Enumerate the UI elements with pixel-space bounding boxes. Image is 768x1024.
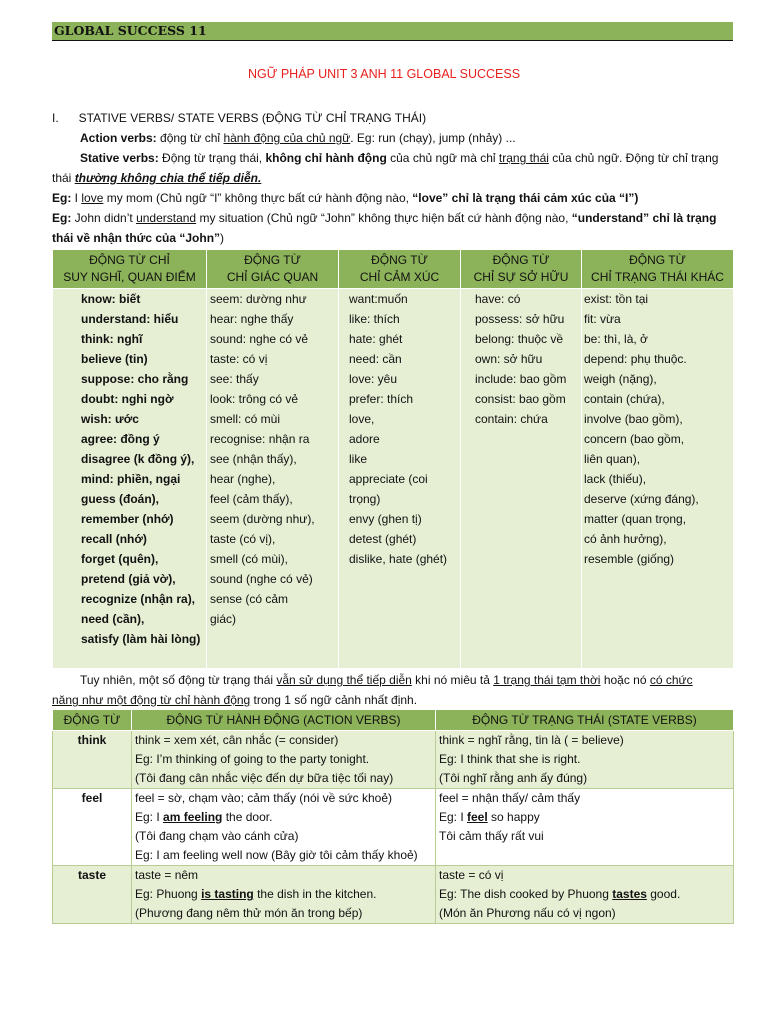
eg-bold: “love” chỉ là trạng thái cảm xúc của “I”) <box>412 191 639 205</box>
section-stative-verbs <box>52 108 733 248</box>
header-line: SUY NGHĨ, QUAN ĐIỂM <box>63 270 196 284</box>
state-cell <box>436 789 734 866</box>
cell-line: think = nghĩ rằng, tin là ( = believe) <box>439 733 624 747</box>
document-title: NGỮ PHÁP UNIT 3 ANH 11 GLOBAL SUCCESS <box>247 67 521 81</box>
comparison-table <box>52 709 734 924</box>
note-underline: 1 trạng thái tạm thời <box>493 673 601 687</box>
cell-line: Eg: I think that she is right. <box>439 752 581 766</box>
verb-entry: concern (bao gồm, <box>584 432 685 446</box>
cell-line: taste = nêm <box>135 868 199 882</box>
verb-entry: love: yêu <box>349 372 398 386</box>
verb-entry: suppose: cho rằng <box>81 372 189 386</box>
header-line: CHỈ CẢM XÚC <box>359 270 440 284</box>
eg-verb: understand <box>136 211 197 225</box>
verb-entry: own: sở hữu <box>475 352 543 366</box>
verb-entry: depend: phụ thuộc. <box>584 352 687 366</box>
cell-text: the door. <box>222 810 273 824</box>
header-line: ĐỘNG TỪ <box>371 253 428 267</box>
verb-entry: appreciate (coi <box>349 472 428 486</box>
note-text: trong 1 số ngữ cảnh nhất định. <box>250 693 418 707</box>
eg-verb: love <box>81 191 104 205</box>
header-line: CHỈ TRẠNG THÁI KHÁC <box>591 270 724 284</box>
note-text: hoặc nó <box>600 673 650 687</box>
cell-line: (Phương đang nêm thử món ăn trong bếp) <box>135 906 363 920</box>
cell-verb: is tasting <box>201 887 254 901</box>
note-paragraph <box>52 670 733 710</box>
verb-entry: see (nhận thấy), <box>210 452 297 466</box>
note-underline: vẫn sử dụng thể tiếp diễn <box>276 673 412 687</box>
header-line: CHỈ SỰ SỞ HỮU <box>473 270 569 284</box>
header-line: CHỈ GIÁC QUAN <box>226 270 319 284</box>
section-heading-text: STATIVE VERBS/ STATE VERBS (ĐỘNG TỪ CHỈ TRẠNG THÁI) <box>78 111 427 125</box>
column-other-states <box>582 289 734 669</box>
verb-entry: prefer: thích <box>349 392 414 406</box>
verb-entry: sense (có cảm <box>210 592 289 606</box>
verb-entry: recognise: nhận ra <box>210 432 310 446</box>
verb-entry: involve (bao gồm), <box>584 412 683 426</box>
verb-entry: sound: nghe có vẻ <box>210 332 309 346</box>
note-text: Tuy nhiên, một số động từ trạng thái <box>80 673 277 687</box>
verb-entry: like <box>349 452 368 466</box>
verb-entry: forget (quên), <box>81 552 159 566</box>
action-cell <box>132 789 436 866</box>
example-2-cont <box>52 228 733 248</box>
stative-text: Động từ trạng thái, <box>158 151 266 165</box>
verb-entry: guess (đoán), <box>81 492 160 506</box>
stative-note: thường không chia thể tiếp diễn. <box>74 171 262 185</box>
cell-line: Tôi cảm thấy rất vui <box>439 829 544 843</box>
verb-entry: smell: có mùi <box>210 412 281 426</box>
action-text-underline: hành động của chủ ngữ <box>223 131 351 145</box>
eg-label: Eg: <box>52 211 72 225</box>
header-cell-state: ĐỘNG TỪ TRẠNG THÁI (STATE VERBS) <box>436 710 734 731</box>
eg-text: ) <box>220 231 225 245</box>
eg-text: my mom (Chủ ngữ “I” không thực bất cứ hành động nào, <box>103 191 413 205</box>
cell-text: Eg: I <box>439 810 468 824</box>
action-verbs-line <box>52 128 733 148</box>
cell-text: Eg: The dish cooked by Phuong <box>439 887 613 901</box>
action-text-end: . Eg: run (chạy), jump (nhảy) ... <box>350 131 516 145</box>
cell-line: (Tôi đang cân nhắc việc đến dự bữa tiệc tối nay) <box>135 771 394 785</box>
cell-line: (Tôi đang chạm vào cánh cửa) <box>135 829 299 843</box>
stative-underline: trạng thái <box>498 151 549 165</box>
verb-cell: taste <box>53 866 132 924</box>
verb-entry: liên quan), <box>584 452 641 466</box>
column-senses <box>207 289 339 669</box>
verb-entry: hate: ghét <box>349 332 403 346</box>
verb-entry: like: thích <box>349 312 400 326</box>
verb-entry: envy (ghen tị) <box>349 512 422 526</box>
stative-verbs-line <box>52 148 733 168</box>
verb-cell: think <box>53 731 132 789</box>
verb-entry: smell (có mùi), <box>210 552 289 566</box>
cell-line: think = xem xét, cân nhắc (= consider) <box>135 733 339 747</box>
stative-text-4: thái <box>52 171 75 185</box>
verb-entry: exist: tồn tại <box>584 292 649 306</box>
table-body-row <box>53 289 734 669</box>
stative-verbs-line-2 <box>52 168 733 188</box>
verb-entry: recognize (nhận ra), <box>81 592 196 606</box>
verb-entry: need (cần), <box>81 612 145 626</box>
header-cell <box>53 250 207 289</box>
cell-verb: feel <box>467 810 488 824</box>
section-heading <box>52 108 733 128</box>
verb-entry: include: bao gồm <box>475 372 567 386</box>
verb-entry: be: thì, là, ở <box>584 332 648 346</box>
cell-text: good. <box>646 887 681 901</box>
column-emotions <box>339 289 461 669</box>
cell-verb: tastes <box>612 887 647 901</box>
stative-label: Stative verbs: <box>80 151 159 165</box>
verb-entry: belong: thuộc về <box>475 332 564 346</box>
stative-text-3: của chủ ngữ. Động từ chỉ trạng <box>548 151 719 165</box>
state-cell <box>436 731 734 789</box>
verb-entry: disagree (k đồng ý), <box>81 452 195 466</box>
verb-entry: mind: phiền, ngại <box>81 472 181 486</box>
column-thinking <box>53 289 207 669</box>
verb-entry: fit: vừa <box>584 312 621 326</box>
verb-entry: lack (thiếu), <box>584 472 647 486</box>
cell-text: the dish in the kitchen. <box>253 887 377 901</box>
cell-line: (Món ăn Phương nấu có vị ngon) <box>439 906 616 920</box>
verb-entry: know: biết <box>81 292 141 306</box>
verb-entry: hear: nghe thấy <box>210 312 294 326</box>
verb-entry: adore <box>349 432 380 446</box>
verb-entry: need: cần <box>349 352 402 366</box>
header-line: ĐỘNG TỪ <box>492 253 550 267</box>
verb-entry: agree: đồng ý <box>81 432 160 446</box>
action-cell <box>132 731 436 789</box>
verb-entry: taste (có vị), <box>210 532 276 546</box>
header-cell-verb: ĐỘNG TỪ <box>53 710 132 731</box>
header-label: GLOBAL SUCCESS 11 <box>54 23 207 38</box>
state-cell <box>436 866 734 924</box>
cell-line <box>135 885 432 904</box>
verb-entry: want:muốn <box>349 292 408 306</box>
verb-entry: satisfy (làm hài lòng) <box>81 632 201 646</box>
header-cell-action: ĐỘNG TỪ HÀNH ĐỘNG (ACTION VERBS) <box>132 710 436 731</box>
cell-line <box>135 808 432 827</box>
verb-entry: look: trông có vẻ <box>210 392 299 406</box>
verb-entry: hear (nghe), <box>210 472 276 486</box>
verb-entry: sound (nghe có vẻ) <box>210 572 313 586</box>
verb-entry: resemble (giống) <box>584 552 675 566</box>
column-possession <box>461 289 582 669</box>
example-2 <box>52 208 733 228</box>
table-row-taste <box>53 866 734 924</box>
table-row-think <box>53 731 734 789</box>
note-line-1 <box>52 670 733 690</box>
verb-entry: understand: hiểu <box>81 312 179 326</box>
verb-entry: see: thấy <box>210 372 259 386</box>
header-line: ĐỘNG TỪ <box>244 253 301 267</box>
verb-entry: weigh (nặng), <box>584 372 657 386</box>
cell-line <box>439 808 730 827</box>
verb-entry: believe (tin) <box>81 352 148 366</box>
note-underline: năng như một động từ chỉ hành động <box>52 693 251 707</box>
verb-entry: seem (dường như), <box>210 512 315 526</box>
verb-entry: deserve (xứng đáng), <box>584 492 699 506</box>
verb-entry: trọng) <box>349 492 381 506</box>
verb-entry: dislike, hate (ghét) <box>349 552 448 566</box>
verb-entry: có ảnh hưởng), <box>584 532 667 546</box>
header-line: ĐỘNG TỪ <box>629 253 686 267</box>
cell-line: (Tôi nghĩ rằng anh ấy đúng) <box>439 771 588 785</box>
header-cell <box>582 250 734 289</box>
eg-label: Eg: <box>52 191 72 205</box>
verb-entry: doubt: nghi ngờ <box>81 392 174 406</box>
verb-entry: have: có <box>475 292 521 306</box>
cell-line: feel = sờ, chạm vào; cảm thấy (nói về sức khoẻ) <box>135 791 393 805</box>
cell-verb: am feeling <box>163 810 223 824</box>
cell-text: Eg: Phuong <box>135 887 202 901</box>
header-line: ĐỘNG TỪ CHỈ <box>89 253 170 267</box>
header-cell <box>339 250 461 289</box>
verb-entry: seem: dường như <box>210 292 307 306</box>
verb-entry: contain (chứa), <box>584 392 665 406</box>
eg-bold: “understand” chỉ là trạng <box>571 211 717 225</box>
table-row-feel <box>53 789 734 866</box>
header-bar <box>52 22 733 41</box>
cell-text: so happy <box>487 810 540 824</box>
cell-line <box>439 885 730 904</box>
verb-cell: feel <box>53 789 132 866</box>
verb-entry: giác) <box>210 612 237 626</box>
verb-entry: contain: chứa <box>475 412 548 426</box>
verb-entry: detest (ghét) <box>349 532 417 546</box>
action-label: Action verbs: <box>80 131 157 145</box>
stative-bold: không chỉ hành động <box>265 151 387 165</box>
table-header-row <box>53 250 734 289</box>
example-1 <box>52 188 733 208</box>
verb-entry: pretend (giả vờ), <box>81 572 176 586</box>
verb-entry: remember (nhớ) <box>81 512 174 526</box>
verb-entry: possess: sở hữu <box>475 312 565 326</box>
verb-entry: taste: có vị <box>210 352 268 366</box>
verb-entry: love, <box>349 412 375 426</box>
eg-text: my situation (Chủ ngữ “John” không thực hiện bất cứ hành động nào, <box>196 211 572 225</box>
section-number: I. <box>52 111 59 125</box>
note-text: khi nó miêu tả <box>411 673 494 687</box>
verb-entry: think: nghĩ <box>81 332 143 346</box>
cell-line: Eg: I’m thinking of going to the party tonight. <box>135 752 370 766</box>
action-cell <box>132 866 436 924</box>
verb-entry: wish: ước <box>81 412 139 426</box>
eg-text: I <box>71 191 82 205</box>
stative-verbs-table <box>52 249 734 669</box>
cell-text: Eg: I <box>135 810 164 824</box>
eg-bold: thái về nhận thức của “John” <box>52 231 221 245</box>
verb-entry: recall (nhớ) <box>81 532 147 546</box>
cell-line: feel = nhận thấy/ cảm thấy <box>439 791 581 805</box>
note-underline: có chức <box>649 673 693 687</box>
header-cell <box>207 250 339 289</box>
cell-line: Eg: I am feeling well now (Bây giờ tôi cảm thấy khoẻ) <box>135 848 418 862</box>
verb-entry: feel (cảm thấy), <box>210 492 293 506</box>
verb-entry: matter (quan trọng, <box>584 512 687 526</box>
note-line-2 <box>52 690 733 710</box>
stative-text-2: của chủ ngữ mà chỉ <box>386 151 499 165</box>
verb-entry: consist: bao gồm <box>475 392 566 406</box>
eg-text: John didn’t <box>71 211 137 225</box>
cell-line: taste = có vị <box>439 868 504 882</box>
header-cell <box>461 250 582 289</box>
table-header-row <box>53 710 734 731</box>
action-text: động từ chỉ <box>156 131 224 145</box>
